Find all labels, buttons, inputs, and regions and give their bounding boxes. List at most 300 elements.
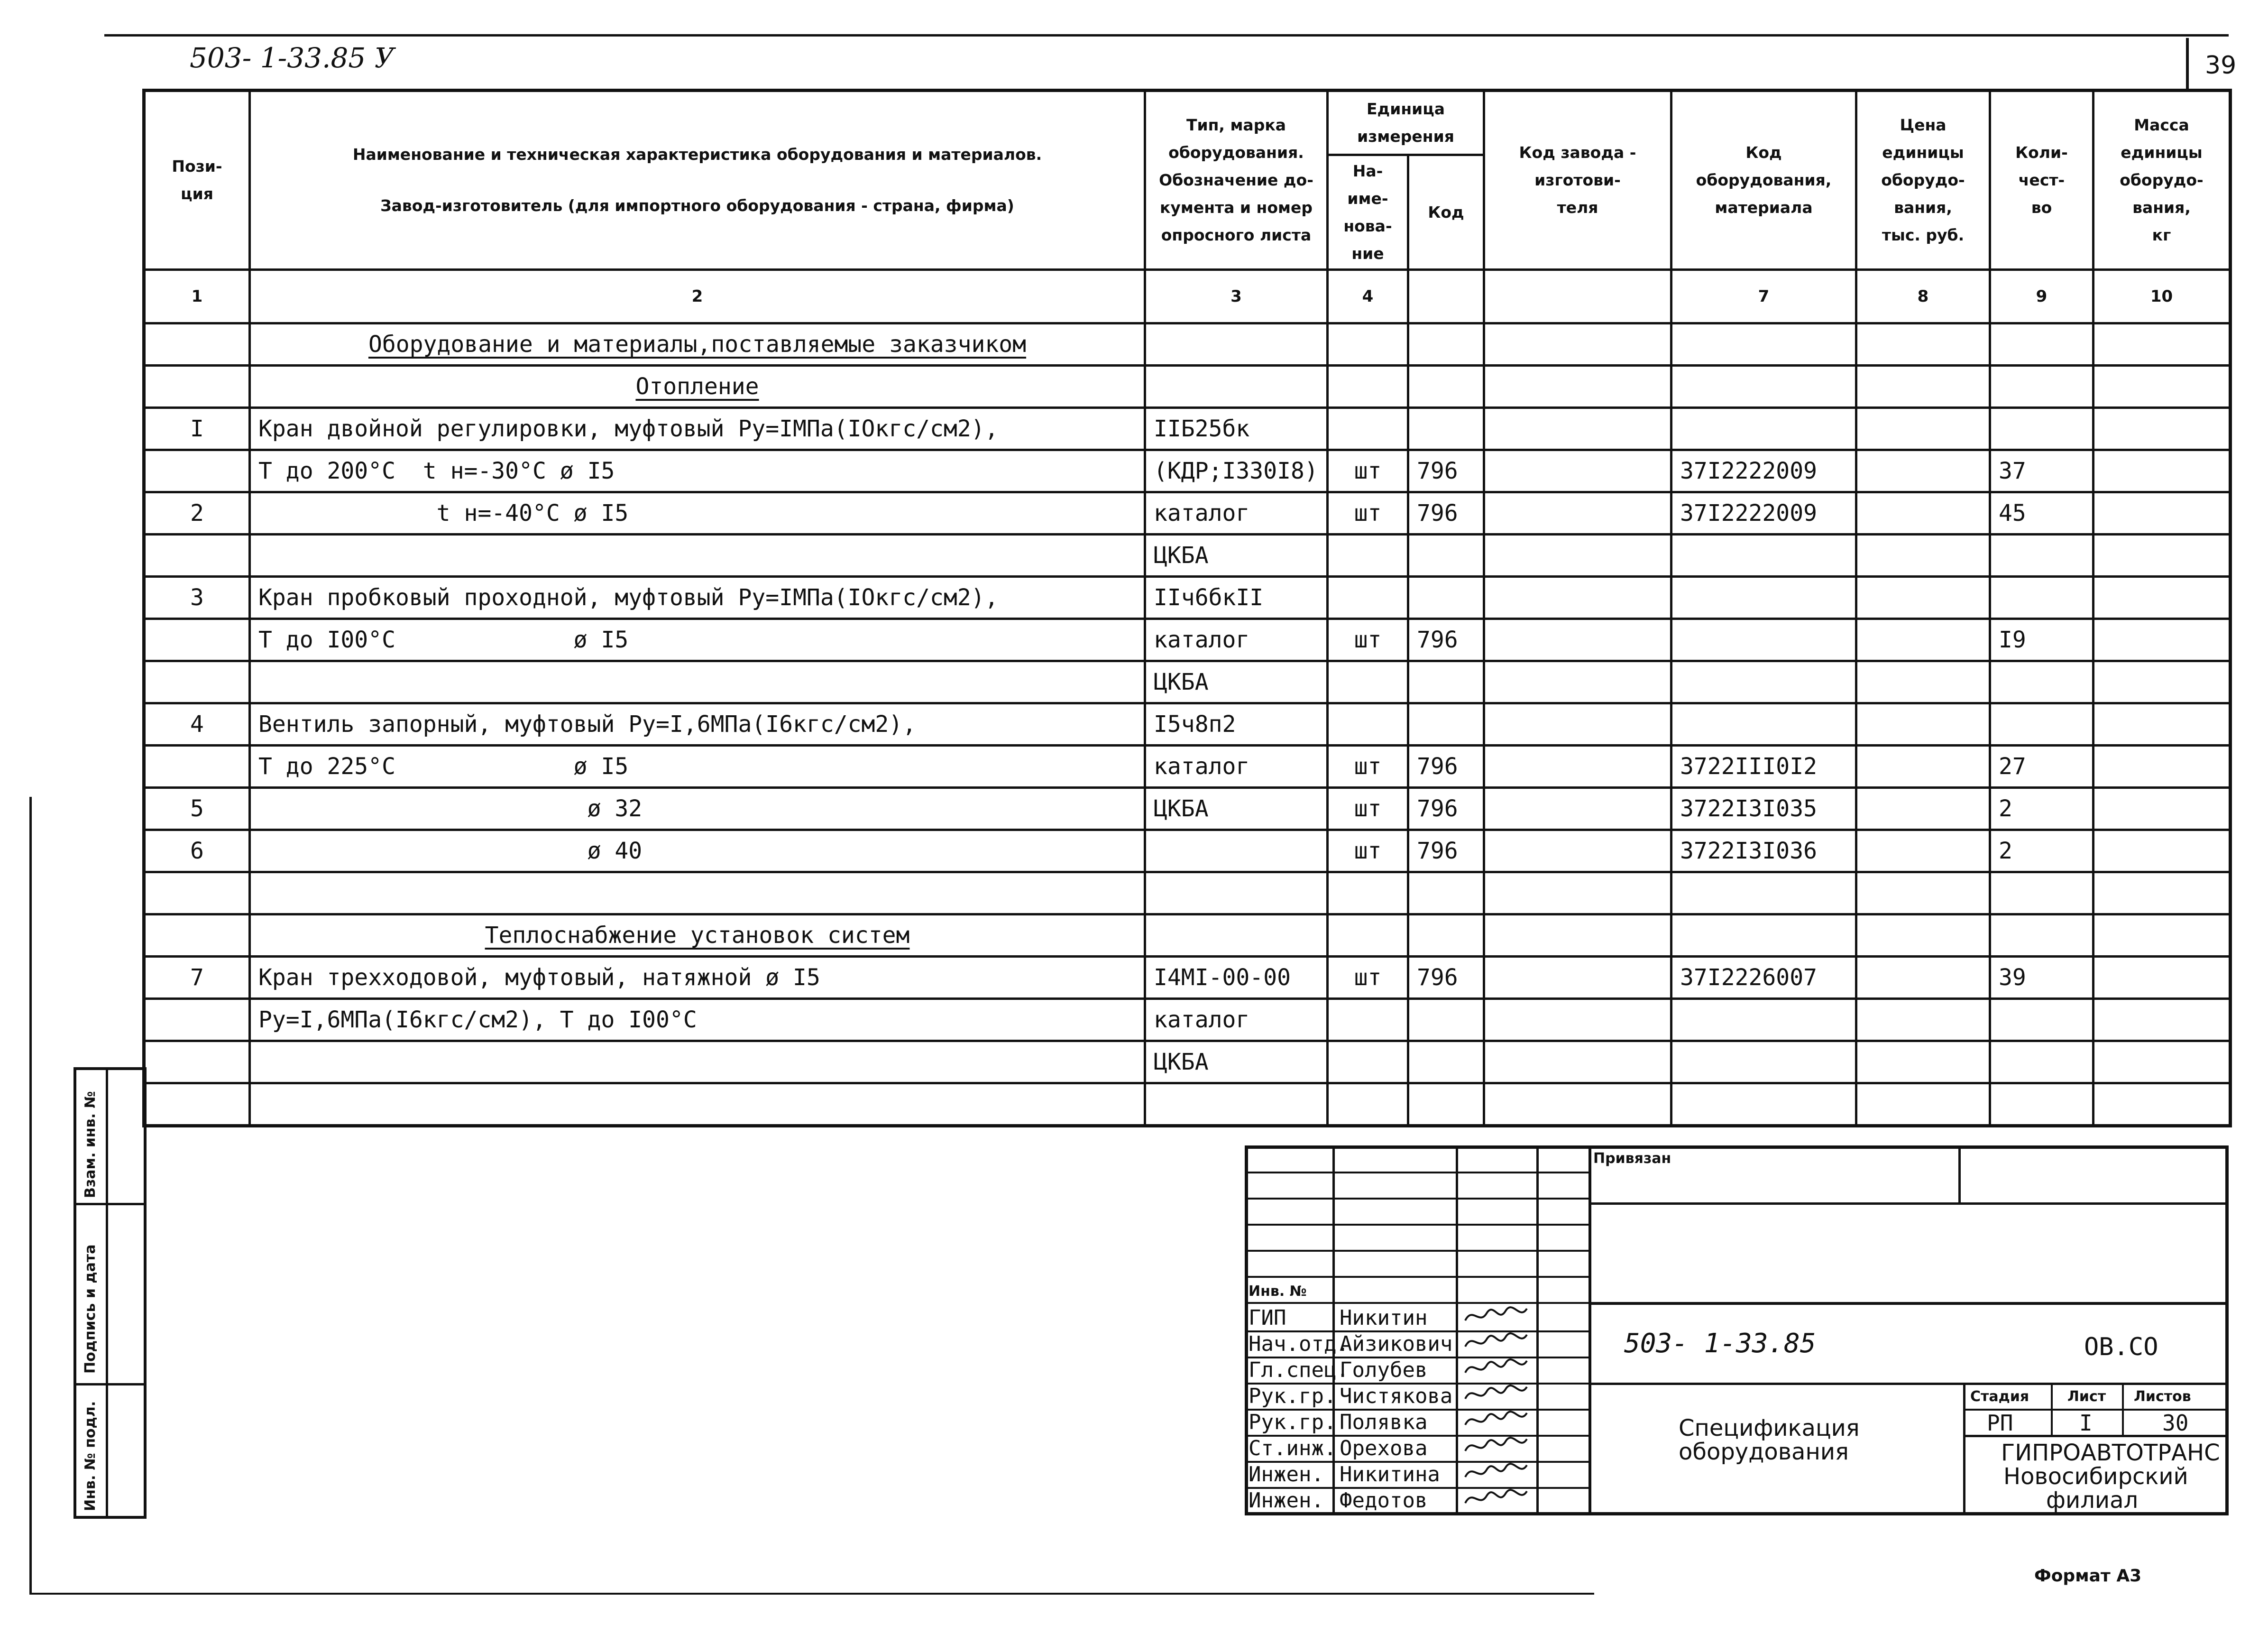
org-line-2: Новосибирский — [2003, 1463, 2188, 1490]
header-equipment-code — [1671, 91, 1856, 270]
name-cell — [250, 1041, 1145, 1083]
table-row — [144, 872, 2231, 914]
sheet-label: Лист — [2067, 1388, 2106, 1405]
mass-cell — [2094, 535, 2231, 577]
staff-role: Гл.спец. — [1249, 1358, 1349, 1382]
position-cell — [144, 450, 250, 492]
unit-cell — [1328, 661, 1408, 703]
header-price — [1856, 91, 1990, 270]
staff-name: Никитин — [1340, 1306, 1428, 1330]
unit-code-cell — [1408, 872, 1484, 914]
price-cell — [1856, 830, 1990, 872]
type-cell: I5ч8п2 — [1145, 703, 1328, 746]
title-block-mark: ОВ.СО — [2084, 1333, 2158, 1361]
position-cell — [144, 914, 250, 957]
unit-cell — [1328, 408, 1408, 450]
manufacturer-code-cell — [1484, 661, 1671, 703]
name-cell: Кран трехходовой, муфтовый, натяжной ø I5 — [250, 957, 1145, 999]
type-cell: каталог — [1145, 492, 1328, 535]
staff-name: Полявка — [1340, 1410, 1428, 1434]
equipment-code-cell — [1671, 1083, 1856, 1126]
mass-cell — [2094, 872, 2231, 914]
side-stamp-vzam: Взам. инв. № — [82, 1091, 99, 1198]
header-name-line2: Завод-изготовитель (для импортного оборудования - страна, фирма) — [380, 196, 1014, 215]
position-cell — [144, 661, 250, 703]
equipment-code-cell — [1671, 366, 1856, 408]
manufacturer-code-cell — [1484, 999, 1671, 1041]
signature-scribble — [1463, 1434, 1529, 1463]
mass-cell — [2094, 1041, 2231, 1083]
table-row — [144, 746, 2231, 788]
table-row — [144, 408, 2231, 450]
table-row — [144, 661, 2231, 703]
manufacturer-code-cell — [1484, 1083, 1671, 1126]
section-heading: Отопление — [635, 373, 759, 400]
header-text: Коли- чест- во — [2015, 143, 2068, 217]
position-cell — [144, 999, 250, 1041]
col-number — [1484, 270, 1671, 323]
equipment-code-cell — [1671, 577, 1856, 619]
price-cell — [1856, 1083, 1990, 1126]
position-cell — [144, 366, 250, 408]
unit-cell — [1328, 872, 1408, 914]
manufacturer-code-cell — [1484, 535, 1671, 577]
equipment-code-cell: 3722I3I035 — [1671, 788, 1856, 830]
mass-cell — [2094, 661, 2231, 703]
unit-code-cell — [1408, 999, 1484, 1041]
price-cell — [1856, 492, 1990, 535]
staff-role: ГИП — [1249, 1306, 1286, 1330]
bottom-margin-line — [29, 1593, 1594, 1595]
header-row — [144, 91, 2231, 155]
table-row — [144, 1083, 2231, 1126]
unit-cell — [1328, 366, 1408, 408]
inv-no-label: Инв. № — [1249, 1283, 1307, 1300]
sheet-value: I — [2079, 1410, 2093, 1436]
manufacturer-code-cell — [1484, 914, 1671, 957]
unit-code-cell: 796 — [1408, 957, 1484, 999]
equipment-code-cell: 37I2222009 — [1671, 492, 1856, 535]
col-number: 2 — [250, 270, 1145, 323]
position-cell: 6 — [144, 830, 250, 872]
unit-code-cell — [1408, 323, 1484, 366]
sheets-label: Листов — [2134, 1388, 2191, 1405]
format-label: Формат А3 — [2034, 1566, 2142, 1586]
price-cell — [1856, 999, 1990, 1041]
signature-scribble — [1463, 1487, 1529, 1515]
side-stamp — [73, 1067, 147, 1519]
mass-cell — [2094, 323, 2231, 366]
document-code-top: 503- 1-33.85 У — [190, 42, 395, 74]
equipment-code-cell — [1671, 872, 1856, 914]
quantity-cell: 39 — [1990, 957, 2094, 999]
mass-cell — [2094, 408, 2231, 450]
unit-code-cell: 796 — [1408, 619, 1484, 661]
position-cell: 3 — [144, 577, 250, 619]
unit-cell — [1328, 1041, 1408, 1083]
staff-name: Федотов — [1340, 1488, 1428, 1513]
name-cell — [250, 914, 1145, 957]
price-cell — [1856, 957, 1990, 999]
header-name-line1: Наименование и техническая характеристика оборудования и материалов. — [352, 145, 1042, 164]
type-cell — [1145, 830, 1328, 872]
unit-code-cell — [1408, 661, 1484, 703]
mass-cell — [2094, 450, 2231, 492]
col-number: 10 — [2094, 270, 2231, 323]
side-stamp-inv-podl: Инв. № подл. — [82, 1401, 99, 1511]
staff-role: Нач.отд. — [1249, 1332, 1349, 1356]
quantity-cell — [1990, 577, 2094, 619]
manufacturer-code-cell — [1484, 1041, 1671, 1083]
staff-name: Никитина — [1340, 1462, 1440, 1487]
sheets-value: 30 — [2162, 1410, 2189, 1436]
equipment-code-cell: 37I2222009 — [1671, 450, 1856, 492]
unit-code-cell — [1408, 366, 1484, 408]
col-number: 3 — [1145, 270, 1328, 323]
unit-code-cell: 796 — [1408, 830, 1484, 872]
unit-cell: шт — [1328, 619, 1408, 661]
unit-code-cell: 796 — [1408, 788, 1484, 830]
org-line-1: ГИПРОАВТОТРАНС — [2001, 1440, 2220, 1466]
type-cell — [1145, 1083, 1328, 1126]
equipment-code-cell — [1671, 535, 1856, 577]
unit-cell — [1328, 1083, 1408, 1126]
type-cell: IIБ25бк — [1145, 408, 1328, 450]
manufacturer-code-cell — [1484, 957, 1671, 999]
quantity-cell — [1990, 408, 2094, 450]
name-cell: Вентиль запорный, муфтовый Ру=I,6МПа(I6кгс/см2), — [250, 703, 1145, 746]
type-cell: (КДР;I330I8) — [1145, 450, 1328, 492]
header-text: Единица измерения — [1357, 100, 1454, 146]
equipment-code-cell: 3722I3I036 — [1671, 830, 1856, 872]
staff-name: Чистякова — [1340, 1384, 1453, 1408]
table-row — [144, 450, 2231, 492]
type-cell: I4МI-00-00 — [1145, 957, 1328, 999]
staff-name: Голубев — [1340, 1358, 1428, 1382]
section-heading: Оборудование и материалы,поставляемые заказчиком — [368, 331, 1027, 358]
col-number — [1408, 270, 1484, 323]
price-cell — [1856, 619, 1990, 661]
mass-cell — [2094, 577, 2231, 619]
specification-table — [142, 89, 2232, 1127]
header-text: Код оборудования, материала — [1696, 143, 1832, 217]
position-cell — [144, 872, 250, 914]
price-cell — [1856, 408, 1990, 450]
table-row — [144, 914, 2231, 957]
header-position — [144, 91, 250, 270]
price-cell — [1856, 746, 1990, 788]
unit-cell — [1328, 914, 1408, 957]
quantity-cell: 2 — [1990, 788, 2094, 830]
equipment-code-cell: 37I2226007 — [1671, 957, 1856, 999]
col-number: 7 — [1671, 270, 1856, 323]
type-cell: каталог — [1145, 999, 1328, 1041]
equipment-code-cell: 3722III0I2 — [1671, 746, 1856, 788]
table-row — [144, 492, 2231, 535]
mass-cell — [2094, 366, 2231, 408]
table-row — [144, 788, 2231, 830]
header-manufacturer-code — [1484, 91, 1671, 270]
unit-code-cell — [1408, 577, 1484, 619]
signature-scribble — [1463, 1408, 1529, 1437]
price-cell — [1856, 366, 1990, 408]
signature-scribble — [1463, 1382, 1529, 1411]
position-cell — [144, 746, 250, 788]
manufacturer-code-cell — [1484, 492, 1671, 535]
unit-cell — [1328, 703, 1408, 746]
equipment-code-cell — [1671, 323, 1856, 366]
unit-code-cell: 796 — [1408, 450, 1484, 492]
type-cell: ЦКБА — [1145, 535, 1328, 577]
equipment-code-cell — [1671, 619, 1856, 661]
signature-scribble — [1463, 1460, 1529, 1489]
position-cell — [144, 1041, 250, 1083]
header-unit-name — [1328, 155, 1408, 270]
equipment-code-cell — [1671, 661, 1856, 703]
position-cell — [144, 323, 250, 366]
unit-cell: шт — [1328, 788, 1408, 830]
position-cell: 7 — [144, 957, 250, 999]
unit-cell: шт — [1328, 450, 1408, 492]
unit-code-cell — [1408, 1083, 1484, 1126]
mass-cell — [2094, 1083, 2231, 1126]
equipment-code-cell — [1671, 1041, 1856, 1083]
mass-cell — [2094, 746, 2231, 788]
position-cell: 5 — [144, 788, 250, 830]
quantity-cell — [1990, 1083, 2094, 1126]
type-cell: ЦКБА — [1145, 788, 1328, 830]
equipment-code-cell — [1671, 999, 1856, 1041]
manufacturer-code-cell — [1484, 830, 1671, 872]
unit-cell: шт — [1328, 492, 1408, 535]
mass-cell — [2094, 492, 2231, 535]
header-unit-code — [1408, 155, 1484, 270]
staff-name: Айзикович — [1340, 1332, 1453, 1356]
mass-cell — [2094, 957, 2231, 999]
unit-code-cell: 796 — [1408, 746, 1484, 788]
unit-code-cell: 796 — [1408, 492, 1484, 535]
header-mass — [2094, 91, 2231, 270]
name-cell: Т до 225°С ø I5 — [250, 746, 1145, 788]
signature-scribble — [1463, 1304, 1529, 1332]
quantity-cell: I9 — [1990, 619, 2094, 661]
type-cell — [1145, 366, 1328, 408]
price-cell — [1856, 872, 1990, 914]
unit-cell: шт — [1328, 957, 1408, 999]
title-block — [1245, 1145, 2229, 1515]
mass-cell — [2094, 703, 2231, 746]
equipment-code-cell — [1671, 408, 1856, 450]
staff-role: Инжен. — [1249, 1488, 1324, 1513]
manufacturer-code-cell — [1484, 408, 1671, 450]
table-row — [144, 366, 2231, 408]
name-cell — [250, 661, 1145, 703]
header-unit-group — [1328, 91, 1484, 155]
header-name — [250, 91, 1145, 270]
manufacturer-code-cell — [1484, 703, 1671, 746]
table-row — [144, 1041, 2231, 1083]
unit-cell — [1328, 535, 1408, 577]
position-cell — [144, 619, 250, 661]
staff-role: Рук.гр. — [1249, 1410, 1337, 1434]
type-cell — [1145, 914, 1328, 957]
header-text: Цена единицы оборудо- вания, тыс. руб. — [1881, 116, 1965, 244]
table-row — [144, 619, 2231, 661]
name-cell: Кран двойной регулировки, муфтовый Ру=IМПа(IОкгс/см2), — [250, 408, 1145, 450]
name-cell: ø 32 — [250, 788, 1145, 830]
unit-cell — [1328, 577, 1408, 619]
equipment-code-cell — [1671, 703, 1856, 746]
name-cell — [250, 1083, 1145, 1126]
type-cell: IIч6бкII — [1145, 577, 1328, 619]
quantity-cell — [1990, 1041, 2094, 1083]
quantity-cell: 27 — [1990, 746, 2094, 788]
quantity-cell — [1990, 872, 2094, 914]
position-cell: 4 — [144, 703, 250, 746]
quantity-cell — [1990, 661, 2094, 703]
title-block-doc-code: 503- 1-33.85 — [1624, 1328, 1816, 1359]
mass-cell — [2094, 788, 2231, 830]
col-number: 4 — [1328, 270, 1408, 323]
price-cell — [1856, 577, 1990, 619]
quantity-cell — [1990, 703, 2094, 746]
unit-cell — [1328, 999, 1408, 1041]
name-cell — [250, 323, 1145, 366]
manufacturer-code-cell — [1484, 788, 1671, 830]
unit-code-cell — [1408, 535, 1484, 577]
mass-cell — [2094, 830, 2231, 872]
staff-role: Ст.инж. — [1249, 1436, 1337, 1460]
mass-cell — [2094, 619, 2231, 661]
name-cell: Ру=I,6МПа(I6кгс/см2), Т до I00°С — [250, 999, 1145, 1041]
name-cell: Т до I00°С ø I5 — [250, 619, 1145, 661]
unit-cell: шт — [1328, 830, 1408, 872]
manufacturer-code-cell — [1484, 323, 1671, 366]
unit-code-cell — [1408, 703, 1484, 746]
signature-scribble — [1463, 1330, 1529, 1358]
type-cell — [1145, 872, 1328, 914]
name-cell: ø 40 — [250, 830, 1145, 872]
specification-body — [144, 323, 2231, 1126]
staff-role: Инжен. — [1249, 1462, 1324, 1487]
quantity-cell: 37 — [1990, 450, 2094, 492]
type-cell: ЦКБА — [1145, 1041, 1328, 1083]
mass-cell — [2094, 914, 2231, 957]
staff-name: Орехова — [1340, 1436, 1428, 1460]
price-cell — [1856, 323, 1990, 366]
manufacturer-code-cell — [1484, 366, 1671, 408]
type-cell: ЦКБА — [1145, 661, 1328, 703]
quantity-cell: 2 — [1990, 830, 2094, 872]
unit-cell: шт — [1328, 746, 1408, 788]
price-cell — [1856, 788, 1990, 830]
type-cell: каталог — [1145, 619, 1328, 661]
name-cell: Т до 200°С t н=-30°С ø I5 — [250, 450, 1145, 492]
name-cell — [250, 366, 1145, 408]
unit-cell — [1328, 323, 1408, 366]
manufacturer-code-cell — [1484, 577, 1671, 619]
manufacturer-code-cell — [1484, 450, 1671, 492]
price-cell — [1856, 914, 1990, 957]
position-cell — [144, 1083, 250, 1126]
page-number-box — [2186, 38, 2189, 90]
manufacturer-code-cell — [1484, 746, 1671, 788]
manufacturer-code-cell — [1484, 872, 1671, 914]
column-number-row — [144, 270, 2231, 323]
stage-value: РП — [1987, 1410, 2013, 1436]
name-cell — [250, 872, 1145, 914]
side-stamp-podpis: Подпись и дата — [82, 1244, 99, 1374]
manufacturer-code-cell — [1484, 619, 1671, 661]
col-number: 9 — [1990, 270, 2094, 323]
title-line-1: Спецификация — [1679, 1415, 1860, 1441]
quantity-cell — [1990, 999, 2094, 1041]
col-number: 8 — [1856, 270, 1990, 323]
left-margin-line — [29, 797, 32, 1594]
header-quantity — [1990, 91, 2094, 270]
quantity-cell — [1990, 366, 2094, 408]
unit-code-cell — [1408, 408, 1484, 450]
type-cell: каталог — [1145, 746, 1328, 788]
section-heading: Теплоснабжение установок систем — [485, 922, 910, 949]
page-number: 39 — [2205, 51, 2237, 80]
quantity-cell — [1990, 914, 2094, 957]
staff-role: Рук.гр. — [1249, 1384, 1337, 1408]
unit-code-cell — [1408, 1041, 1484, 1083]
name-cell: t н=-40°С ø I5 — [250, 492, 1145, 535]
stage-label: Стадия — [1970, 1388, 2029, 1405]
price-cell — [1856, 450, 1990, 492]
name-cell — [250, 535, 1145, 577]
table-row — [144, 535, 2231, 577]
mass-cell — [2094, 999, 2231, 1041]
header-text: Код завода - изготови- теля — [1519, 143, 1636, 217]
header-text: На- име- нова- ние — [1343, 161, 1392, 263]
title-line-2: оборудования — [1679, 1439, 1849, 1465]
table-row — [144, 703, 2231, 746]
header-text: Тип, марка оборудования. Обозначение до- кумента и номер опросного листа — [1159, 116, 1313, 244]
table-row — [144, 999, 2231, 1041]
table-row — [144, 577, 2231, 619]
position-cell: 2 — [144, 492, 250, 535]
table-row — [144, 323, 2231, 366]
equipment-code-cell — [1671, 914, 1856, 957]
position-cell — [144, 535, 250, 577]
table-row — [144, 830, 2231, 872]
price-cell — [1856, 703, 1990, 746]
position-cell: I — [144, 408, 250, 450]
top-border-line — [104, 34, 2229, 37]
header-text: Масса единицы оборудо- вания, кг — [2120, 116, 2204, 244]
name-cell: Кран пробковый проходной, муфтовый Ру=IМПа(IОкгс/см2), — [250, 577, 1145, 619]
org-line-3: филиал — [2046, 1487, 2139, 1514]
quantity-cell — [1990, 535, 2094, 577]
quantity-cell — [1990, 323, 2094, 366]
signature-scribble — [1463, 1356, 1529, 1385]
price-cell — [1856, 535, 1990, 577]
header-text: Код — [1428, 203, 1464, 222]
price-cell — [1856, 661, 1990, 703]
quantity-cell: 45 — [1990, 492, 2094, 535]
type-cell — [1145, 323, 1328, 366]
unit-code-cell — [1408, 914, 1484, 957]
col-number: 1 — [144, 270, 250, 323]
header-text: Пози- ция — [172, 157, 222, 203]
price-cell — [1856, 1041, 1990, 1083]
privyazan-label: Привязан — [1593, 1150, 1671, 1167]
table-row — [144, 957, 2231, 999]
header-type — [1145, 91, 1328, 270]
